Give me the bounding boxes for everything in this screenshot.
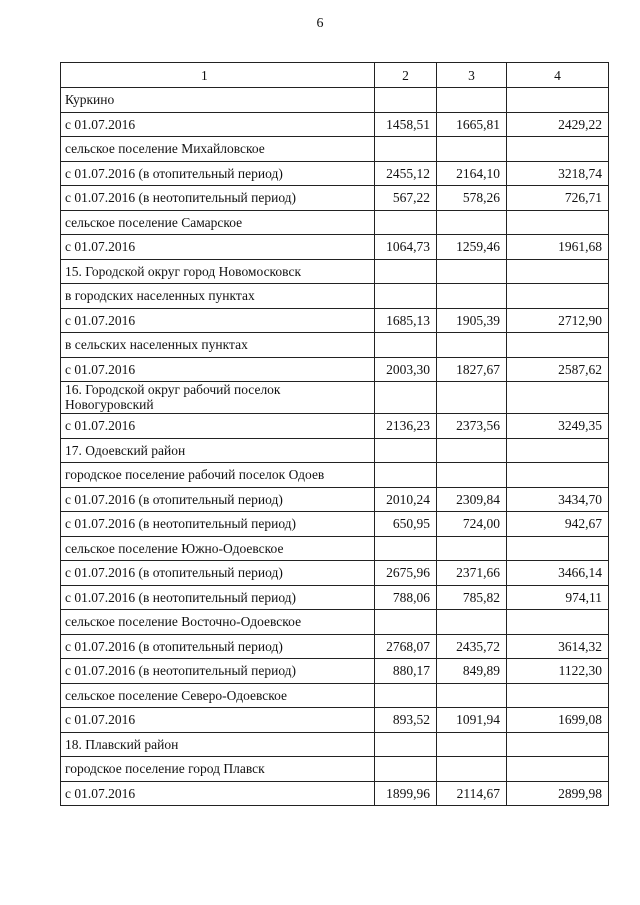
column-header-3: 3 <box>437 63 507 88</box>
row-label-cell: с 01.07.2016 <box>61 235 375 260</box>
value-cell-col-3 <box>437 137 507 162</box>
value-cell-col-4: 2899,98 <box>507 781 609 806</box>
row-label-cell: с 01.07.2016 <box>61 781 375 806</box>
value-cell-col-2: 788,06 <box>375 585 437 610</box>
value-cell-col-4: 726,71 <box>507 186 609 211</box>
table-row <box>61 186 609 211</box>
value-cell-col-4 <box>507 210 609 235</box>
value-cell-col-2 <box>375 438 437 463</box>
table-row <box>61 235 609 260</box>
row-label-cell: с 01.07.2016 <box>61 414 375 439</box>
table-row <box>61 659 609 684</box>
table-row <box>61 284 609 309</box>
value-cell-col-2 <box>375 536 437 561</box>
value-cell-col-4 <box>507 463 609 488</box>
value-cell-col-2: 1899,96 <box>375 781 437 806</box>
table-row <box>61 512 609 537</box>
row-label-cell: с 01.07.2016 <box>61 357 375 382</box>
value-cell-col-3 <box>437 438 507 463</box>
row-label-cell: с 01.07.2016 <box>61 112 375 137</box>
value-cell-col-4: 2587,62 <box>507 357 609 382</box>
row-label-cell: сельское поселение Михайловское <box>61 137 375 162</box>
value-cell-col-4 <box>507 382 609 414</box>
value-cell-col-2 <box>375 610 437 635</box>
value-cell-col-3: 785,82 <box>437 585 507 610</box>
value-cell-col-2: 2003,30 <box>375 357 437 382</box>
value-cell-col-3 <box>437 536 507 561</box>
value-cell-col-3 <box>437 463 507 488</box>
table-row <box>61 137 609 162</box>
value-cell-col-4: 1699,08 <box>507 708 609 733</box>
value-cell-col-4 <box>507 683 609 708</box>
value-cell-col-2 <box>375 683 437 708</box>
value-cell-col-3: 2435,72 <box>437 634 507 659</box>
value-cell-col-4 <box>507 333 609 358</box>
value-cell-col-2 <box>375 732 437 757</box>
row-label-cell: с 01.07.2016 <box>61 708 375 733</box>
table-row <box>61 438 609 463</box>
value-cell-col-4: 2712,90 <box>507 308 609 333</box>
table-row <box>61 561 609 586</box>
value-cell-col-2 <box>375 88 437 113</box>
row-label-cell: 18. Плавский район <box>61 732 375 757</box>
value-cell-col-4: 3249,35 <box>507 414 609 439</box>
value-cell-col-2 <box>375 757 437 782</box>
value-cell-col-4: 3466,14 <box>507 561 609 586</box>
column-header-4: 4 <box>507 63 609 88</box>
row-label-cell: с 01.07.2016 (в отопительный период) <box>61 161 375 186</box>
table-row <box>61 585 609 610</box>
value-cell-col-2 <box>375 137 437 162</box>
table-row <box>61 161 609 186</box>
value-cell-col-4: 3218,74 <box>507 161 609 186</box>
value-cell-col-3: 2309,84 <box>437 487 507 512</box>
value-cell-col-2 <box>375 333 437 358</box>
value-cell-col-2: 2010,24 <box>375 487 437 512</box>
value-cell-col-2: 650,95 <box>375 512 437 537</box>
value-cell-col-4 <box>507 284 609 309</box>
value-cell-col-2 <box>375 382 437 414</box>
row-label-cell: 15. Городской округ город Новомосковск <box>61 259 375 284</box>
table-row <box>61 88 609 113</box>
row-label-cell: с 01.07.2016 (в отопительный период) <box>61 634 375 659</box>
tariff-table <box>60 62 609 806</box>
value-cell-col-3 <box>437 210 507 235</box>
value-cell-col-3 <box>437 382 507 414</box>
column-header-1: 1 <box>61 63 375 88</box>
value-cell-col-3: 2164,10 <box>437 161 507 186</box>
value-cell-col-4 <box>507 88 609 113</box>
row-label-cell: сельское поселение Южно-Одоевское <box>61 536 375 561</box>
value-cell-col-3: 1827,67 <box>437 357 507 382</box>
value-cell-col-4: 942,67 <box>507 512 609 537</box>
value-cell-col-2: 880,17 <box>375 659 437 684</box>
row-label-cell: городское поселение рабочий поселок Одоев <box>61 463 375 488</box>
value-cell-col-4: 1122,30 <box>507 659 609 684</box>
value-cell-col-2: 893,52 <box>375 708 437 733</box>
row-label-cell: 17. Одоевский район <box>61 438 375 463</box>
value-cell-col-4 <box>507 259 609 284</box>
table-row <box>61 357 609 382</box>
value-cell-col-3: 2114,67 <box>437 781 507 806</box>
row-label-cell: с 01.07.2016 (в неотопительный период) <box>61 186 375 211</box>
value-cell-col-4 <box>507 536 609 561</box>
table-row <box>61 112 609 137</box>
value-cell-col-4 <box>507 732 609 757</box>
value-cell-col-3 <box>437 333 507 358</box>
table-row <box>61 610 609 635</box>
value-cell-col-2: 2675,96 <box>375 561 437 586</box>
table-row <box>61 259 609 284</box>
row-label-cell: Куркино <box>61 88 375 113</box>
value-cell-col-3: 849,89 <box>437 659 507 684</box>
value-cell-col-4: 2429,22 <box>507 112 609 137</box>
value-cell-col-2 <box>375 463 437 488</box>
value-cell-col-3: 724,00 <box>437 512 507 537</box>
table-row <box>61 210 609 235</box>
value-cell-col-3: 578,26 <box>437 186 507 211</box>
table-row <box>61 683 609 708</box>
table-row <box>61 308 609 333</box>
row-label-cell: городское поселение город Плавск <box>61 757 375 782</box>
table-row <box>61 463 609 488</box>
table-row <box>61 487 609 512</box>
value-cell-col-3: 1259,46 <box>437 235 507 260</box>
value-cell-col-3 <box>437 88 507 113</box>
value-cell-col-4 <box>507 137 609 162</box>
value-cell-col-3 <box>437 259 507 284</box>
table-row <box>61 732 609 757</box>
value-cell-col-4: 3434,70 <box>507 487 609 512</box>
value-cell-col-2: 2455,12 <box>375 161 437 186</box>
row-label-cell: с 01.07.2016 (в неотопительный период) <box>61 585 375 610</box>
table-row <box>61 634 609 659</box>
row-label-cell: в городских населенных пунктах <box>61 284 375 309</box>
value-cell-col-2: 1685,13 <box>375 308 437 333</box>
value-cell-col-2: 2136,23 <box>375 414 437 439</box>
table-header-row <box>61 63 609 88</box>
value-cell-col-4: 974,11 <box>507 585 609 610</box>
row-label-cell: в сельских населенных пунктах <box>61 333 375 358</box>
value-cell-col-3 <box>437 610 507 635</box>
value-cell-col-2: 1458,51 <box>375 112 437 137</box>
value-cell-col-3 <box>437 284 507 309</box>
row-label-cell: с 01.07.2016 (в отопительный период) <box>61 487 375 512</box>
value-cell-col-2 <box>375 210 437 235</box>
page-number: 6 <box>316 16 324 31</box>
value-cell-col-4 <box>507 757 609 782</box>
value-cell-col-2: 567,22 <box>375 186 437 211</box>
value-cell-col-2 <box>375 284 437 309</box>
value-cell-col-3 <box>437 683 507 708</box>
value-cell-col-3 <box>437 757 507 782</box>
table-row <box>61 333 609 358</box>
row-label-cell: сельское поселение Самарское <box>61 210 375 235</box>
value-cell-col-2: 1064,73 <box>375 235 437 260</box>
table-row <box>61 414 609 439</box>
value-cell-col-3: 2373,56 <box>437 414 507 439</box>
row-label-cell: с 01.07.2016 (в отопительный период) <box>61 561 375 586</box>
value-cell-col-3: 1905,39 <box>437 308 507 333</box>
row-label-cell: с 01.07.2016 (в неотопительный период) <box>61 659 375 684</box>
value-cell-col-3 <box>437 732 507 757</box>
value-cell-col-3: 2371,66 <box>437 561 507 586</box>
table-row <box>61 382 609 414</box>
table-row <box>61 536 609 561</box>
row-label-cell: сельское поселение Восточно-Одоевское <box>61 610 375 635</box>
value-cell-col-2 <box>375 259 437 284</box>
row-label-cell: с 01.07.2016 (в неотопительный период) <box>61 512 375 537</box>
value-cell-col-4 <box>507 610 609 635</box>
row-label-cell: 16. Городской округ рабочий поселок Новогуровский <box>61 382 375 414</box>
row-label-cell: сельское поселение Северо-Одоевское <box>61 683 375 708</box>
table-row <box>61 757 609 782</box>
value-cell-col-4: 1961,68 <box>507 235 609 260</box>
column-header-2: 2 <box>375 63 437 88</box>
table-row <box>61 781 609 806</box>
value-cell-col-4 <box>507 438 609 463</box>
value-cell-col-3: 1665,81 <box>437 112 507 137</box>
value-cell-col-2: 2768,07 <box>375 634 437 659</box>
value-cell-col-3: 1091,94 <box>437 708 507 733</box>
row-label-cell: с 01.07.2016 <box>61 308 375 333</box>
table-row <box>61 708 609 733</box>
value-cell-col-4: 3614,32 <box>507 634 609 659</box>
